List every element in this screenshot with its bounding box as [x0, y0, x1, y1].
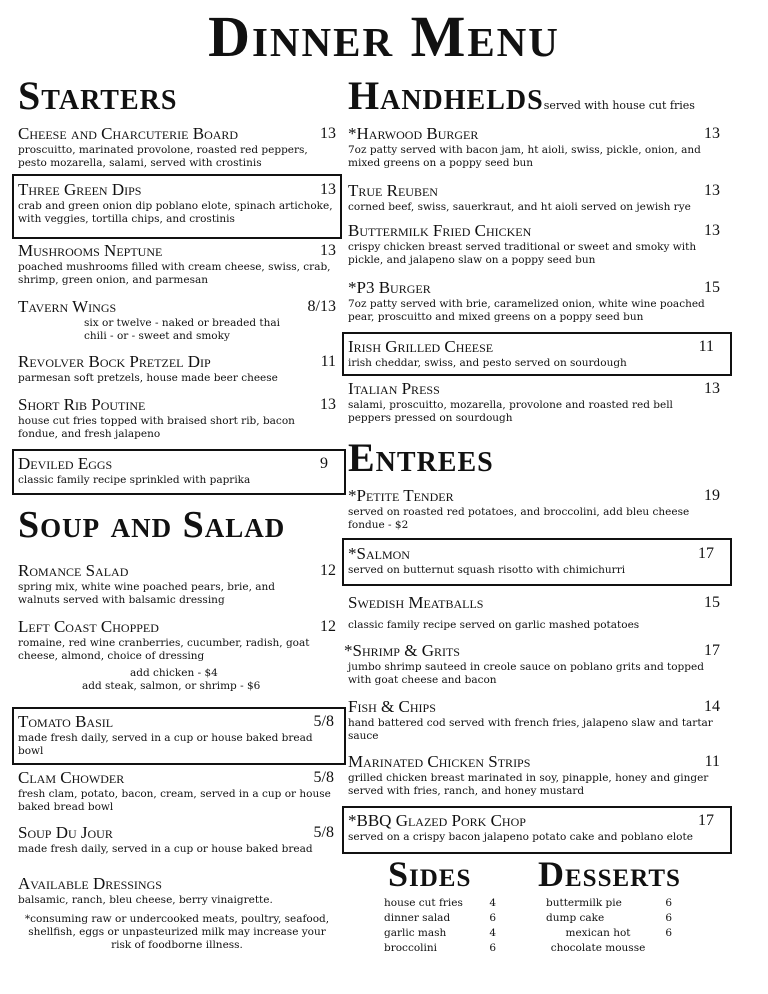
menu-item: Romance Salad 12 spring mix, white wine poached pears, brie, and walnuts served with balsamic dressing	[18, 561, 336, 606]
menu-item: Revolver Bock Pretzel Dip 11 parmesan soft pretzels, house made beer cheese	[18, 352, 336, 384]
menu-item: Swedish Meatballs 15 classic family recipe served on garlic mashed potatoes	[348, 593, 720, 631]
menu-item: Left Coast Chopped 12 romaine, red wine cranberries, cucumber, radish, goat cheese, almond, choice of dressing add chicken - $4 add steak, salmon, or shrimp - $6	[18, 617, 336, 692]
entrees-heading: Entrees	[348, 435, 494, 480]
list-item: mexican hot chocolate mousse 6	[550, 927, 672, 954]
menu-item: Three Green Dips 13 crab and green onion dip poblano elote, spinach artichoke, with veggies, tortilla chips, and crostinis	[18, 180, 336, 225]
menu-item: Italian Press 13 salami, proscuitto, mozarella, provolone and roasted red bell peppers pressed on sourdough	[348, 379, 720, 424]
menu-item: Mushrooms Neptune 13 poached mushrooms filled with cream cheese, swiss, crab, shrimp, green onion, and parmesan	[18, 241, 336, 286]
menu-item: *Salmon 17 served on butternut squash risotto with chimichurri	[348, 544, 714, 576]
list-item: garlic mash 4	[384, 927, 496, 939]
menu-item: *Shrimp & Grits 17 jumbo shrimp sauteed in creole sauce on poblano grits and topped with goat cheese and bacon	[344, 641, 720, 686]
food-warning: *consuming raw or undercooked meats, poultry, seafood, shellfish, eggs or unpasteurized milk may increase your risk of foodborne illness.	[24, 913, 330, 951]
list-item: house cut fries 4	[384, 897, 496, 909]
menu-item: *BBQ Glazed Pork Chop 17 served on a crispy bacon jalapeno potato cake and poblano elote	[348, 811, 714, 843]
desserts-heading: Desserts	[538, 854, 681, 894]
handhelds-heading: Handheldsserved with house cut fries	[348, 73, 695, 118]
menu-item: Deviled Eggs 9 classic family recipe sprinkled with paprika	[18, 454, 328, 486]
menu-item: *P3 Burger 15 7oz patty served with brie, caramelized onion, white wine poached pear, proscuitto and mixed greens on a poppy seed bun	[348, 278, 720, 323]
dressings-heading: Available Dressings	[18, 874, 162, 893]
menu-item: Clam Chowder 5/8 fresh clam, potato, bacon, cream, served in a cup or house baked bread bowl	[18, 768, 334, 813]
list-item: buttermilk pie 6	[546, 897, 672, 909]
menu-item: Short Rib Poutine 13 house cut fries topped with braised short rib, bacon fondue, and fresh jalapeno	[18, 395, 336, 440]
dressings-block	[18, 874, 336, 952]
menu-item: Irish Grilled Cheese 11 irish cheddar, swiss, and pesto served on sourdough	[348, 337, 714, 369]
desserts-list	[546, 896, 672, 956]
sides-heading: Sides	[388, 854, 472, 894]
menu-item: Soup Du Jour 5/8 made fresh daily, served in a cup or house baked bread	[18, 823, 334, 855]
list-item: dump cake 6	[546, 912, 672, 924]
page-title: Dinner Menu	[208, 4, 560, 69]
menu-item: Cheese and Charcuterie Board 13 proscuitto, marinated provolone, roasted red peppers, pesto mozarella, salami, served with crostinis	[18, 124, 336, 169]
menu-item: Tomato Basil 5/8 made fresh daily, served in a cup or house baked bread bowl	[18, 712, 334, 757]
addon-steak: add steak, salmon, or shrimp - $6	[82, 680, 261, 692]
handhelds-note: served with house cut fries	[543, 99, 695, 112]
menu-item: Fish & Chips 14 hand battered cod served with french fries, jalapeno slaw and tartar sauce	[348, 697, 720, 742]
list-item: dinner salad 6	[384, 912, 496, 924]
menu-item: *Petite Tender 19 served on roasted red potatoes, and broccolini, add bleu cheese fondue - $2	[348, 486, 720, 531]
menu-item: Tavern Wings 8/13 six or twelve - naked or breaded thai chili - or - sweet and smoky	[18, 297, 336, 342]
menu-item: True Reuben 13 corned beef, swiss, sauerkraut, and ht aioli served on jewish rye	[348, 181, 720, 213]
dressings-list: balsamic, ranch, bleu cheese, berry vinaigrette.	[18, 894, 273, 906]
menu-item: Buttermilk Fried Chicken 13 crispy chicken breast served traditional or sweet and smoky with pickle, and jalapeno slaw on a poppy seed bun	[348, 221, 720, 266]
starters-heading: Starters	[18, 73, 178, 118]
sides-list	[384, 896, 496, 956]
addon-chicken: add chicken - $4	[130, 667, 218, 679]
list-item: broccolini 6	[384, 942, 496, 954]
menu-item: *Harwood Burger 13 7oz patty served with bacon jam, ht aioli, swiss, pickle, onion, and mixed greens on a poppy seed bun	[348, 124, 720, 169]
soup-salad-heading: Soup and Salad	[18, 504, 286, 546]
menu-item: Marinated Chicken Strips 11 grilled chicken breast marinated in soy, pinapple, honey and ginger served with fries, ranch, and honey mustard	[348, 752, 720, 797]
